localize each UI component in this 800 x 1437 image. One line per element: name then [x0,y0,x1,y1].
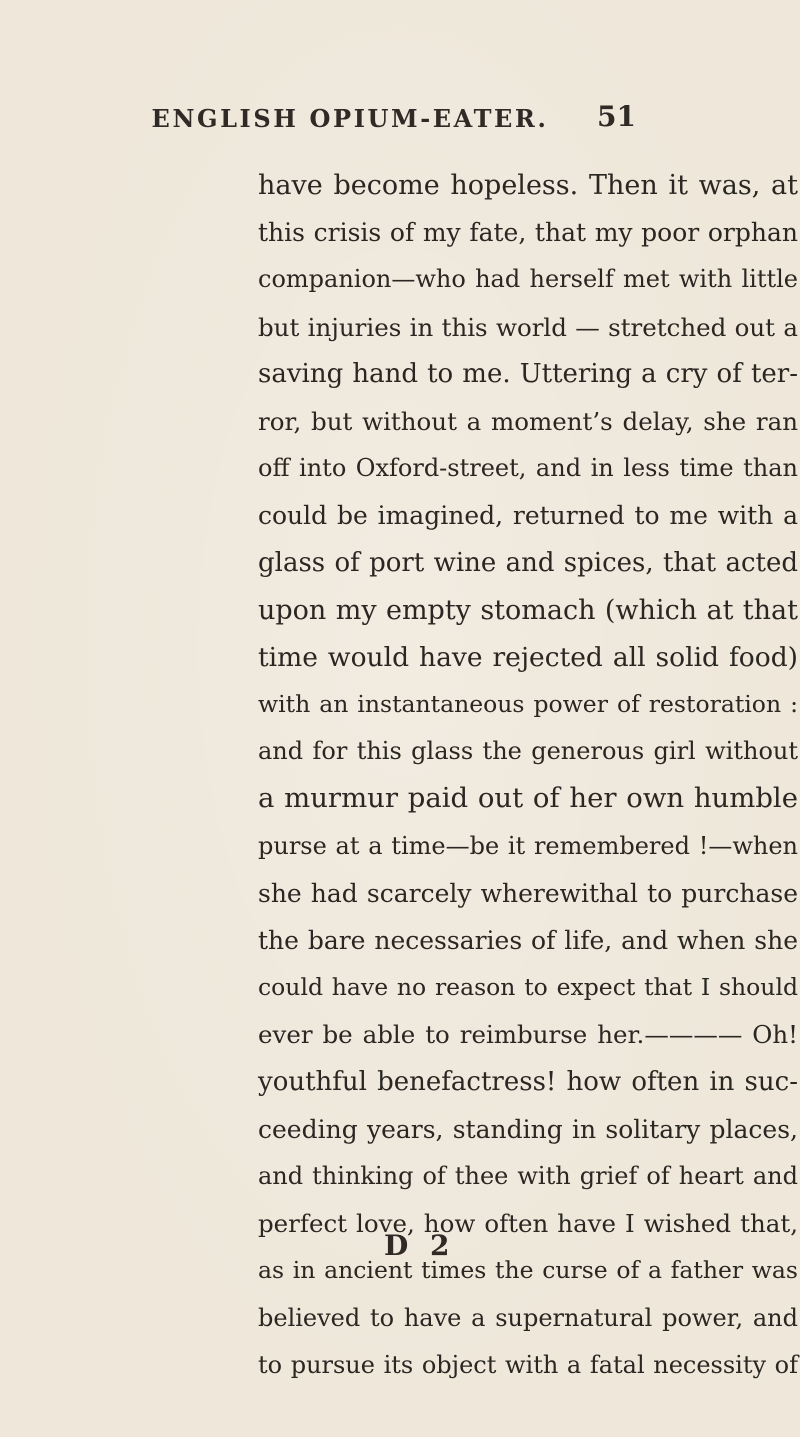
text-line: upon my empty stomach (which at that [258,594,798,626]
body-text [258,162,798,1389]
signature-mark: D 2 [384,1229,456,1262]
text-line: and for this glass the generous girl without [258,737,798,766]
text-line: believed to have a supernatural power, and [258,1303,798,1332]
text-line: off into Oxford-street, and in less time than [258,454,798,483]
text-line: perfect love, how often have I wished that, [258,1209,798,1239]
text-line: time would have rejected all solid food) [258,641,798,673]
text-line: the bare necessaries of life, and when she [258,926,798,955]
text-line: could have no reason to expect that I should [258,973,798,1002]
text-line: but injuries in this world — stretched out a [258,312,798,342]
text-line: have become hopeless. Then it was, at [258,170,798,201]
text-line: glass of port wine and spices, that acted [258,547,798,578]
text-line: and thinking of thee with grief of heart and [258,1161,798,1190]
text-line: ever be able to reimburse her.———— Oh! [258,1020,798,1050]
text-line: to pursue its object with a fatal necessity of [258,1350,798,1379]
text-line: ror, but without a moment’s delay, she ran [258,406,798,436]
text-line: a murmur paid out of her own humble [258,782,798,815]
text-line: youthful benefactress! how often in suc- [258,1066,798,1097]
text-line: could be imagined, returned to me with a [258,501,798,531]
text-line: ceeding years, standing in solitary places, [258,1114,798,1144]
text-line: with an instantaneous power of restoration : [258,690,798,719]
text-line: companion—who had herself met with little [258,265,798,294]
text-line: she had scarcely wherewithal to purchase [258,878,798,908]
text-line: saving hand to me. Uttering a cry of ter- [258,358,798,389]
page-number: 51 [597,100,636,133]
text-line: purse at a time—be it remembered !—when [258,831,798,860]
running-title: ENGLISH OPIUM-EATER. [151,104,549,133]
text-line: this crisis of my fate, that my poor orphan [258,218,798,248]
text-line: as in ancient times the curse of a father was [258,1256,798,1285]
running-head [0,100,800,140]
